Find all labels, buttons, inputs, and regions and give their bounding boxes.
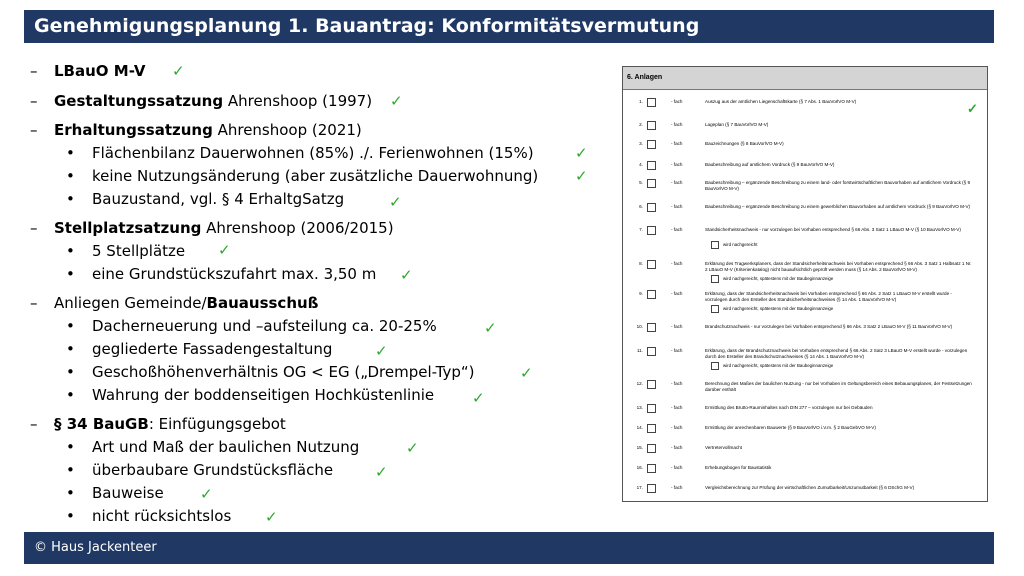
form-row-text: Erklärung des Tragwerksplaners, dass der Standsicherheitsnachweis bei Vorhaben entsprechend § 66 Abs. 3 Satz 1 Halbsatz 1 Nr. 2 LBauO M-V (Kriterienkatalog) nicht bauaufsichtlich geprüft werden muss (§ 14 Abs. 2 BauVorlVO M-V) <box>705 261 972 272</box>
form-row-number: 16. <box>636 465 643 470</box>
form-checkbox <box>647 203 656 212</box>
bullet: • <box>66 386 75 404</box>
sub-item-text: eine Grundstückszufahrt max. 3,50 m <box>92 265 377 283</box>
form-row-number: 10. <box>636 324 643 329</box>
form-row-number: 14. <box>636 425 643 430</box>
bullet: • <box>66 363 75 381</box>
gestaltung-text: Ahrenshoop (1997) <box>223 92 373 110</box>
form-heading: 6. Anlagen <box>623 67 987 90</box>
form-fach-label: - fach <box>671 204 683 209</box>
form-row-text: Lageplan (§ 7 BauVorlVO M-V) <box>705 122 769 127</box>
form-fach-label: - fach <box>671 485 683 490</box>
bullet: • <box>66 484 75 502</box>
title-bar <box>24 10 994 43</box>
gestaltung-label: Gestaltungssatzung <box>54 92 224 110</box>
sub-item <box>66 363 475 381</box>
bullet: • <box>66 265 75 283</box>
form-checkbox <box>647 464 656 473</box>
form-checkbox <box>647 179 656 188</box>
sub-item <box>66 386 434 404</box>
form-row-number: 2. <box>639 122 643 127</box>
sub-item-text: überbaubare Grundstücksfläche <box>92 461 334 479</box>
list-item-gestaltungssatzung <box>30 92 372 110</box>
check-icon: ✓ <box>375 342 388 360</box>
sub-item-text: 5 Stellplätze <box>92 242 186 260</box>
form-fach-label: - fach <box>671 141 683 146</box>
anliegen-text: Anliegen Gemeinde/ <box>54 294 207 312</box>
sub-item-text: nicht rücksichtslos <box>92 507 232 525</box>
form-fach-label: - fach <box>671 227 683 232</box>
sub-item-text: Art und Maß der baulichen Nutzung <box>92 438 360 456</box>
check-icon: ✓ <box>967 101 978 116</box>
sub-item-text: gegliederte Fassadengestaltung <box>92 340 333 358</box>
form-row-text: Erklärung, dass der Standsicherheitsnachweis bei Vorhaben entsprechend § 66 Abs. 2 Satz 1 LBauO M-V erstellt wurde - vorzulegen durch den Ersteller des Standsicherheitsnachweises (§ 14 Abs. 1 BauVorlVO M-V) <box>705 291 952 302</box>
form-fach-label: - fach <box>671 445 683 450</box>
check-icon: ✓ <box>389 193 402 211</box>
bullet: • <box>66 461 75 479</box>
sub-item <box>66 317 437 335</box>
form-row-number: 4. <box>639 162 643 167</box>
form-fach-label: - fach <box>671 291 683 296</box>
form-row-text: Erhebungsbogen für Baustatistik <box>705 465 772 470</box>
form-fach-label: - fach <box>671 425 683 430</box>
sub-item <box>66 190 344 208</box>
sub-item <box>66 484 164 502</box>
dash-marker: – <box>30 62 38 80</box>
form-checkbox <box>647 484 656 493</box>
form-row-text: Standsicherheitsnachweis - nur vorzulegen bei Vorhaben entsprechend § 66 Abs. 3 Satz 1 LBauO M-V (§ 10 BauVorlVO M-V) <box>705 227 961 232</box>
bullet: • <box>66 167 75 185</box>
check-icon: ✓ <box>575 167 588 185</box>
sub-item <box>66 340 332 358</box>
form-row-number: 7. <box>639 227 643 232</box>
form-checkbox <box>647 121 656 130</box>
dash-marker: – <box>30 415 38 433</box>
check-icon: ✓ <box>375 463 388 481</box>
sub-item-text: Dacherneuerung und –aufsteilung ca. 20-25% <box>92 317 437 335</box>
check-icon: ✓ <box>575 144 588 162</box>
form-sub-text: wird nachgereicht <box>723 242 758 247</box>
form-checkbox <box>647 323 656 332</box>
form-row-text: Berechnung des Maßes der baulichen Nutzung - nur bei Vorhaben im Geltungsbereich eines Bebauungsplanes, der Festsetzungen darüber enthält <box>705 381 972 392</box>
check-icon: ✓ <box>472 389 485 407</box>
check-icon: ✓ <box>400 266 413 284</box>
check-icon: ✓ <box>172 62 185 80</box>
form-checkbox <box>647 290 656 299</box>
stellplatz-text: Ahrenshoop (2006/2015) <box>201 219 394 237</box>
form-row-number: 12. <box>636 381 643 386</box>
footer-bar <box>24 532 994 564</box>
form-checkbox <box>647 260 656 269</box>
baugb-text: : Einfügungsgebot <box>148 415 286 433</box>
form-row-number: 8. <box>639 261 643 266</box>
slide-title: Genehmigungsplanung 1. Bauantrag: Konformitätsvermutung <box>34 15 700 37</box>
form-fach-label: - fach <box>671 180 683 185</box>
form-checkbox <box>647 404 656 413</box>
list-item-baugb <box>30 415 286 433</box>
form-row-number: 6. <box>639 204 643 209</box>
form-fach-label: - fach <box>671 122 683 127</box>
sub-item <box>66 167 538 185</box>
form-row-text: Auszug aus der amtlichen Liegenschaftskarte (§ 7 Abs. 1 BauVorlVO M-V) <box>705 99 857 104</box>
form-row-text: Ermittlung des Brutto-Rauminhaltes nach DIN 277 – vorzulegen nur bei Gebäuden <box>705 405 873 410</box>
bullet: • <box>66 144 75 162</box>
form-row-text: Baubeschreibung – ergänzende Beschreibung zu einem land- oder forstwirtschaftlichen Bauvorhaben auf amtlichem Vordruck (§ 9 BauVorlVO M-V) <box>705 180 971 191</box>
form-sub-text: wird nachgereicht, spätestens mit der Baubeginnanzeige <box>723 306 834 311</box>
erhaltung-label: Erhaltungssatzung <box>54 121 213 139</box>
form-sub-checkbox <box>711 275 719 283</box>
form-fach-label: - fach <box>671 324 683 329</box>
form-sub-checkbox <box>711 305 719 313</box>
list-item-stellplatzsatzung <box>30 219 394 237</box>
bullet: • <box>66 507 75 525</box>
form-row-text: Vergleichsberechnung zur Prüfung der wirtschaftlichen Zumutbarkeit/Unzumutbarkeit (§ 6 DSchG M-V) <box>705 485 915 490</box>
form-row-number: 9. <box>639 291 643 296</box>
form-row-text: Brandschutznachweis - nur vorzulegen bei Vorhaben entsprechend § 66 Abs. 3 Satz 2 LBauO M-V (§ 11 BauVorlVO M-V) <box>705 324 953 329</box>
check-icon: ✓ <box>484 319 497 337</box>
form-checkbox <box>647 380 656 389</box>
sub-item <box>66 265 376 283</box>
check-icon: ✓ <box>520 364 533 382</box>
form-fach-label: - fach <box>671 348 683 353</box>
dash-marker: – <box>30 294 38 312</box>
bullet: • <box>66 340 75 358</box>
sub-item-text: Geschoßhöhenverhältnis OG < EG („Drempel-Typ“) <box>92 363 475 381</box>
bullet: • <box>66 317 75 335</box>
form-row-text: Baubeschreibung auf amtlichem Vordruck (§ 9 BauVorlVO M-V) <box>705 162 835 167</box>
sub-item-text: Bauweise <box>92 484 164 502</box>
form-checkbox <box>647 226 656 235</box>
list-item-erhaltungssatzung <box>30 121 362 139</box>
form-row-text: Erklärung, dass der Brandschutznachweis bei Vorhaben entsprechend § 66 Abs. 2 Satz 3 LBauO M-V erstellt wurde - vorzulegen durch den Ersteller des Brandschutznachweises (§ 14 Abs. 1 BauVorlVO M-V) <box>705 348 968 359</box>
list-item-anliegen-gemeinde <box>30 294 318 312</box>
check-icon: ✓ <box>390 92 403 110</box>
stellplatz-label: Stellplatzsatzung <box>54 219 202 237</box>
sub-item <box>66 461 333 479</box>
form-row-number: 5. <box>639 180 643 185</box>
check-icon: ✓ <box>200 485 213 503</box>
check-icon: ✓ <box>218 241 231 259</box>
form-fach-label: - fach <box>671 162 683 167</box>
check-icon: ✓ <box>265 508 278 526</box>
form-fach-label: - fach <box>671 261 683 266</box>
bullet: • <box>66 242 75 260</box>
sub-item-text: Wahrung der boddenseitigen Hochküstenlinie <box>92 386 435 404</box>
sub-item <box>66 144 534 162</box>
sub-item <box>66 507 231 525</box>
anlagen-form-image <box>622 66 988 502</box>
form-fach-label: - fach <box>671 99 683 104</box>
form-sub-text: wird nachgereicht, spätestens mit der Baubeginnanzeige <box>723 363 834 368</box>
dash-marker: – <box>30 219 38 237</box>
bullet: • <box>66 190 75 208</box>
form-row-text: Bauzeichnungen (§ 8 BauVorlVO M-V) <box>705 141 784 146</box>
form-fach-label: - fach <box>671 381 683 386</box>
form-row-number: 11. <box>636 348 643 353</box>
form-checkbox <box>647 140 656 149</box>
form-fach-label: - fach <box>671 405 683 410</box>
sub-item-text: Bauzustand, vgl. § 4 ErhaltgSatzg <box>92 190 345 208</box>
form-row-number: 15. <box>636 445 643 450</box>
form-checkbox <box>647 161 656 170</box>
dash-marker: – <box>30 121 38 139</box>
form-sub-checkbox <box>711 241 719 249</box>
form-checkbox <box>647 98 656 107</box>
erhaltung-text: Ahrenshoop (2021) <box>212 121 362 139</box>
anliegen-label: Bauausschuß <box>206 294 319 312</box>
form-sub-checkbox <box>711 362 719 370</box>
form-row-number: 13. <box>636 405 643 410</box>
dash-marker: – <box>30 92 38 110</box>
form-row-text: Baubeschreibung – ergänzende Beschreibung zu einem gewerblichen Bauvorhaben auf amtlichem Vordruck (§ 9 BauVorlVO M-V) <box>705 204 971 209</box>
footer-copyright: © Haus Jackenteer <box>34 540 157 555</box>
form-sub-text: wird nachgereicht, spätestens mit der Baubeginnanzeige <box>723 276 834 281</box>
list-item-lbauo <box>30 62 145 80</box>
baugb-label: § 34 BauGB <box>54 415 149 433</box>
form-checkbox <box>647 444 656 453</box>
form-checkbox <box>647 347 656 356</box>
sub-item <box>66 438 359 456</box>
form-row-number: 1. <box>639 99 643 104</box>
sub-item-text: keine Nutzungsänderung (aber zusätzliche Dauerwohnung) <box>92 167 539 185</box>
bullet: • <box>66 438 75 456</box>
sub-item-text: Flächenbilanz Dauerwohnen (85%) ./. Ferienwohnen (15%) <box>92 144 534 162</box>
form-row-number: 3. <box>639 141 643 146</box>
form-fach-label: - fach <box>671 465 683 470</box>
form-row-text: Vertretervollmacht <box>705 445 743 450</box>
sub-item <box>66 242 185 260</box>
form-row-text: Ermittlung der anrechenbaren Bauwerte (§ 9 BauVorlVO i.V.m. § 2 BauGebVO M-V) <box>705 425 876 430</box>
lbauo-label: LBauO M-V <box>54 62 146 80</box>
form-row-number: 17. <box>636 485 643 490</box>
form-checkbox <box>647 424 656 433</box>
check-icon: ✓ <box>406 439 419 457</box>
